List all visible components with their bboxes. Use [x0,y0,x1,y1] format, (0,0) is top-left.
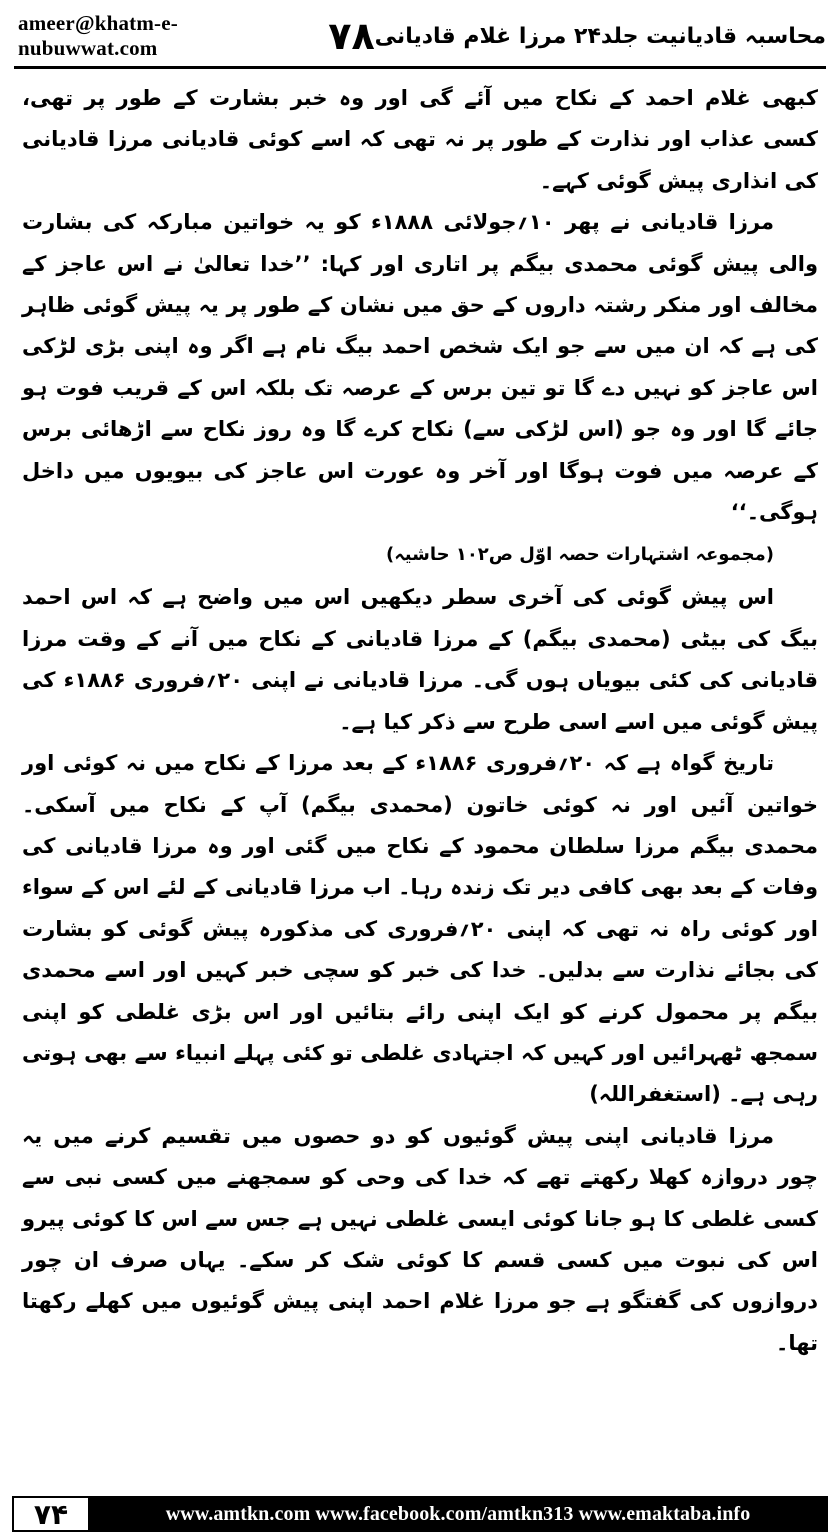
paragraph-3-reference: (مجموعہ اشتہارات حصہ اوّل ص۱۰۲ حاشیہ) [386,544,774,566]
header-left-group [18,11,375,61]
footer-links[interactable]: www.amtkn.com www.facebook.com/amtkn313 www.emaktaba.info [88,1496,828,1532]
page-footer [12,1496,828,1532]
paragraph-4: اس پیش گوئی کی آخری سطر دیکھیں اس میں واضح ہے کہ اس احمد بیگ کی بیٹی (محمدی بیگم) کے مرزا قادیانی کے نکاح میں آنے کے وقت مرزا قادیانی کی کئی بیویاں ہوں گی۔ مرزا قادیانی نے اپنی ۲۰؍فروری ۱۸۸۶ء کی پیش گوئی میں اسے اسی طرح سے ذکر کیا ہے۔ [22,585,818,734]
paragraph-2-quote: مرزا قادیانی نے پھر ۱۰؍جولائی ۱۸۸۸ء کو یہ خواتین مبارکہ کی بشارت والی پیش گوئی محمدی بیگم پر اتاری اور کہا: ’’خدا تعالیٰ نے اس عاجز کے مخالف اور منکر رشتہ داروں کے حق میں نشان کے طور پر یہ پیش گوئی ظاہر کی ہے کہ ان میں سے جو ایک شخص احمد بیگ نام ہے اگر وہ اپنی بڑی لڑکی اس عاجز کو نہیں دے گا تو تین برس کے عرصہ تک بلکہ اس کے قریب فوت ہو جائے گا اور وہ جو (اس لڑکی سے) نکاح کرے گا وہ روز نکاح سے اڑھائی برس کے عرصہ میں فوت ہوگا اور آخر وہ عورت اس عاجز کی بیویوں میں داخل ہوگی۔‘‘ [22,210,818,525]
paragraph-6: مرزا قادیانی اپنی پیش گوئیوں کو دو حصوں میں تقسیم کرنے میں یہ چور دروازہ کھلا رکھتے تھے کہ خدا کی وحی کو سمجھنے میں کسی نبی سے کسی غلطی کا ہو جانا کوئی ایسی غلطی نہیں ہے جس سے اس کا کوئی پیرو اس کی نبوت میں کسی قسم کا کوئی شک کر سکے۔ یہاں صرف ان چور دروازوں کی گفتگو ہے جو مرزا غلام احمد اپنی پیش گوئیوں میں کھلے رکھتا تھا۔ [22,1123,818,1355]
footer-page-number: ۷۴ [12,1496,88,1532]
paragraph-1: کبھی غلام احمد کے نکاح میں آئے گی اور وہ خبر بشارت کے طور پر تھی، کسی عذاب اور نذارت کے طور پر نہ تھی کہ اسے کوئی قادیانی مرزا قادیانی کی انذاری پیش گوئی کہے۔ [22,86,818,193]
header-page-number: ۷۸ [328,14,375,58]
header-email[interactable]: ameer@khatm-e-nubuwwat.com [18,11,178,60]
page-header [18,10,826,62]
header-book-title: محاسبہ قادیانیت جلد۲۴ مرزا غلام قادیانی [374,23,826,49]
header-divider [14,66,826,69]
body-text [22,78,818,1468]
paragraph-5: تاریخ گواہ ہے کہ ۲۰؍فروری ۱۸۸۶ء کے بعد مرزا کے نکاح میں نہ کوئی اور خواتین آئیں اور نہ کوئی خاتون (محمدی بیگم) آپ کے نکاح میں آسکی۔ محمدی بیگم مرزا سلطان محمود کے نکاح میں گئی اور وہ مرزا قادیانی کی وفات کے بعد بھی کافی دیر تک زندہ رہا۔ اب مرزا قادیانی کے لئے اس کے سواء اور کوئی راہ نہ تھی کہ اپنی ۲۰؍فروری کی مذکورہ پیش گوئی کو بشارت کی بجائے نذارت سے بدلیں۔ خدا کی خبر کو سچی خبر کہیں اور اسے محمدی بیگم پر محمول کرنے کو ایک اپنی رائے بتائیں اور اس بڑی غلطی کو اپنی سمجھ ٹھہرائیں اور کہیں کہ اجتہادی غلطی تو کئی پہلے انبیاء سے بھی ہوتی رہی ہے۔ (استغفراللہ) [22,751,818,1107]
